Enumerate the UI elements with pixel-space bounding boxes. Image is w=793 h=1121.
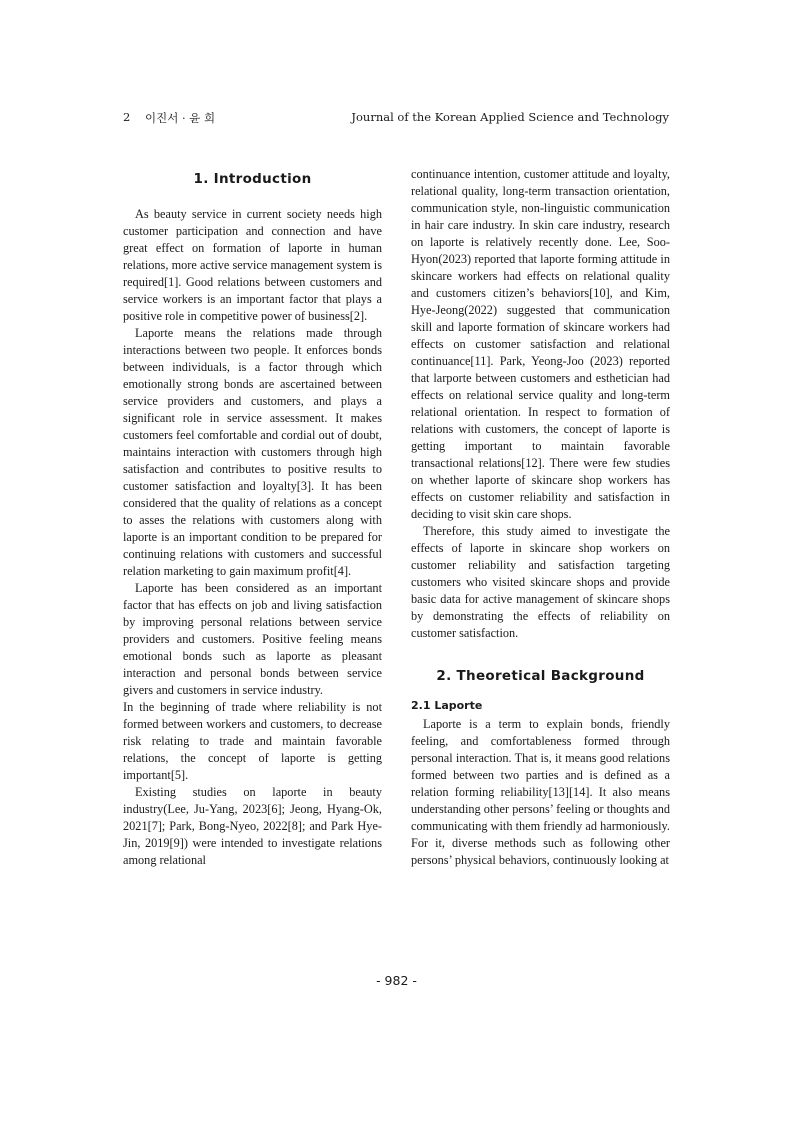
left-column [123, 166, 382, 869]
running-header [123, 110, 669, 130]
intro-paragraph-5: Existing studies on laporte in beauty industry(Lee, Ju-Yang, 2023[6]; Jeong, Hyang-Ok, 2021[7]; Park, Bong-Nyeo, 2022[8]; and Park Hye-Jin, 2019[9]) were intended to investigate relations among relational [123, 785, 382, 867]
page-footer-number: - 982 - [376, 973, 417, 988]
right-column [411, 166, 670, 869]
subsection-2-1-title: 2.1 Laporte [411, 699, 483, 712]
header-authors: 이진서 · 윤 희 [145, 111, 216, 125]
intro-paragraph-2: Laporte means the relations made through interactions between two people. It enforces bonds between individuals, is a factor through which emotionally strong bonds are ascertained between service providers and customers, and plays a significant role in service assessment. It makes customers feel comfortable and cordial out of doubt, maintains interaction with customers through high satisfaction and contributes to positive results to customer satisfaction and loyalty[3]. It has been considered that the quality of relations as a concept to asses the relations with customers along with laporte is an important condition to be prepared for continuing relations with customers and successful relation marketing to gain maximum profit[4]. [123, 326, 382, 578]
header-journal-title: Journal of the Korean Applied Science and Technology [351, 110, 669, 124]
section-2-title: 2. Theoretical Background [436, 668, 645, 684]
intro-paragraph-4: In the beginning of trade where reliability is not formed between workers and customers, to decrease risk relating to trade and maintain favorable relations, the concept of laporte is getting important[5]. [123, 700, 382, 782]
intro-paragraph-1: As beauty service in current society needs high customer participation and connection and have great effect on formation of laporte in human relations, more active service management system is required[1]. Good relations between customers and service workers is an important factor that plays a positive role in competitive power of business[2]. [123, 207, 382, 323]
intro-paragraph-6: Therefore, this study aimed to investigate the effects of laporte in skincare shop workers on customer reliability and satisfaction targeting customers who visited skincare shops and provide basic data for active management of skincare shops by demonstrating the effects of reliability on customer satisfaction. [411, 524, 670, 640]
header-page-number: 2 [123, 110, 131, 124]
intro-paragraph-3: Laporte has been considered as an important factor that has effects on job and living satisfaction by improving personal relations between service providers and customers. Positive feeling means emotional bonds such as laporte as pleasant interaction and personal bonds between service givers and customers in service industry. [123, 581, 382, 697]
laporte-paragraph-1: Laporte is a term to explain bonds, friendly feeling, and comfortableness formed through personal interaction. That is, it means good relations formed between two parties and is defined as a relation forming reliability[13][14]. It also means understanding other persons’ feeling or thoughts and communicating with them friendly ad harmoniously. For it, diverse methods such as following other persons’ physical behaviors, continuously looking at [411, 717, 670, 867]
intro-paragraph-5-continued: continuance intention, customer attitude and loyalty, relational quality, long-term transaction orientation, communication style, non-linguistic communication in hair care industry. In skin care industry, research on laporte is relatively recently done. Lee, Soo-Hyon(2023) reported that laporte forming attitude in skincare workers had effects on relational quality and customers citizen’s behaviors[10], and Kim, Hye-Jeong(2022) suggested that communication skill and laporte formation of skincare workers had effects on customer satisfaction and relational continuance[11]. Park, Yeong-Joo (2023) reported that larporte between customers and esthetician had effects on relational service quality and long-term relational orientation. In respect to formation of relations with customers, the concept of laporte is getting important to maintain favorable transactional relations[12]. There were few studies on whether laporte of skincare shop workers has effects on customer reliability and satisfaction in deciding to visit skin care shops. [411, 167, 670, 521]
section-1-title: 1. Introduction [193, 171, 312, 187]
